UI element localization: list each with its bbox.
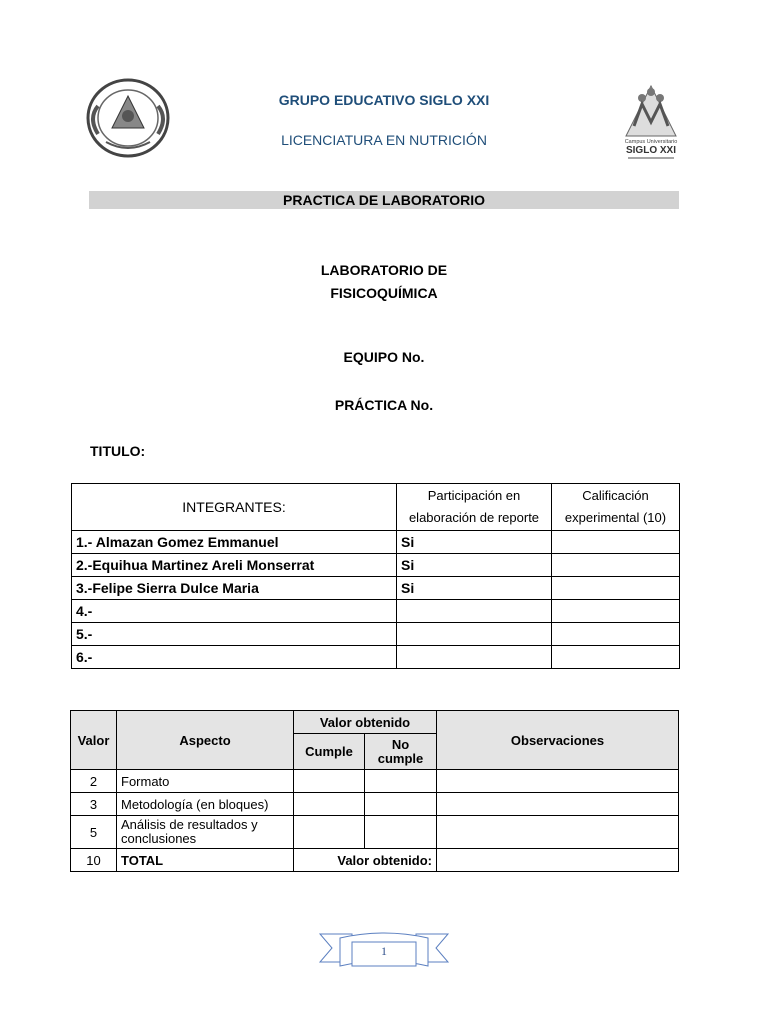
member-grade[interactable]	[552, 646, 680, 669]
table-row	[71, 816, 679, 849]
member-grade[interactable]	[552, 600, 680, 623]
rubric-valor: 3	[71, 793, 117, 816]
institution-seal-logo	[84, 76, 172, 160]
team-number-label: EQUIPO No.	[343, 349, 425, 365]
member-grade[interactable]	[552, 577, 680, 600]
col-participation-line2: elaboración de reporte	[408, 510, 540, 525]
col-no-cumple: No cumple	[365, 734, 437, 770]
member-grade[interactable]	[552, 531, 680, 554]
member-participation[interactable]	[397, 623, 552, 646]
member-participation: Si	[397, 577, 552, 600]
member-name: 1.- Almazan Gomez Emmanuel	[72, 531, 397, 554]
institution-name: GRUPO EDUCATIVO SIGLO XXI	[278, 92, 490, 108]
col-grade	[552, 484, 680, 531]
rubric-total-row	[71, 849, 679, 872]
rubric-total-label: TOTAL	[117, 849, 294, 872]
title-label: TITULO:	[90, 443, 146, 459]
lab-title-line2: FISICOQUÍMICA	[330, 285, 438, 301]
lab-title-line1: LABORATORIO DE	[320, 262, 448, 278]
member-grade[interactable]	[552, 554, 680, 577]
col-valor-obtenido: Valor obtenido	[294, 711, 437, 734]
practice-banner: PRACTICA DE LABORATORIO	[89, 191, 679, 209]
col-observaciones: Observaciones	[437, 711, 679, 770]
table-row	[71, 770, 679, 793]
rubric-no-cumple-cell[interactable]	[365, 770, 437, 793]
col-aspecto: Aspecto	[117, 711, 294, 770]
rubric-valor: 2	[71, 770, 117, 793]
col-integrantes: INTEGRANTES:	[72, 484, 397, 531]
member-participation: Si	[397, 531, 552, 554]
logo-text: SIGLO XXI	[625, 145, 677, 156]
rubric-header-row	[71, 711, 679, 734]
rubric-cumple-cell[interactable]	[294, 816, 365, 849]
member-name: 5.-	[72, 623, 397, 646]
col-valor: Valor	[71, 711, 117, 770]
member-participation: Si	[397, 554, 552, 577]
member-name: 4.-	[72, 600, 397, 623]
rubric-observaciones-cell[interactable]	[437, 770, 679, 793]
rubric-observaciones-cell[interactable]	[437, 793, 679, 816]
col-cumple: Cumple	[294, 734, 365, 770]
table-row	[72, 531, 680, 554]
rubric-cumple-cell[interactable]	[294, 793, 365, 816]
rubric-total-obtenido-label: Valor obtenido:	[294, 849, 437, 872]
rubric-aspecto: Metodología (en bloques)	[117, 793, 294, 816]
rubric-total-valor: 10	[71, 849, 117, 872]
table-row	[72, 554, 680, 577]
member-name: 6.-	[72, 646, 397, 669]
rubric-aspecto: Análisis de resultados y conclusiones	[117, 816, 294, 849]
rubric-no-cumple-cell[interactable]	[365, 816, 437, 849]
member-name: 3.-Felipe Sierra Dulce Maria	[72, 577, 397, 600]
member-participation[interactable]	[397, 646, 552, 669]
table-row	[72, 600, 680, 623]
rubric-table	[70, 710, 679, 872]
page-number: 1	[381, 944, 387, 958]
col-grade-line2: experimental (10)	[564, 510, 667, 525]
members-table	[71, 483, 680, 669]
col-participation-line1: Participación en	[427, 488, 521, 503]
rubric-valor: 5	[71, 816, 117, 849]
col-participation	[397, 484, 552, 531]
practice-number-label: PRÁCTICA No.	[334, 397, 434, 413]
member-grade[interactable]	[552, 623, 680, 646]
col-grade-line1: Calificación	[582, 488, 649, 503]
members-table-header	[72, 484, 680, 531]
rubric-aspecto: Formato	[117, 770, 294, 793]
member-name: 2.-Equihua Martinez Areli Monserrat	[72, 554, 397, 577]
program-name: LICENCIATURA EN NUTRICIÓN	[281, 132, 487, 148]
table-row	[72, 623, 680, 646]
rubric-observaciones-cell[interactable]	[437, 816, 679, 849]
table-row	[72, 646, 680, 669]
rubric-total-obtenido-cell[interactable]	[437, 849, 679, 872]
rubric-cumple-cell[interactable]	[294, 770, 365, 793]
member-participation[interactable]	[397, 600, 552, 623]
logo-small-text: Campus Universitario	[624, 139, 678, 145]
rubric-no-cumple-cell[interactable]	[365, 793, 437, 816]
table-row	[71, 793, 679, 816]
campus-logo	[622, 82, 680, 162]
table-row	[72, 577, 680, 600]
